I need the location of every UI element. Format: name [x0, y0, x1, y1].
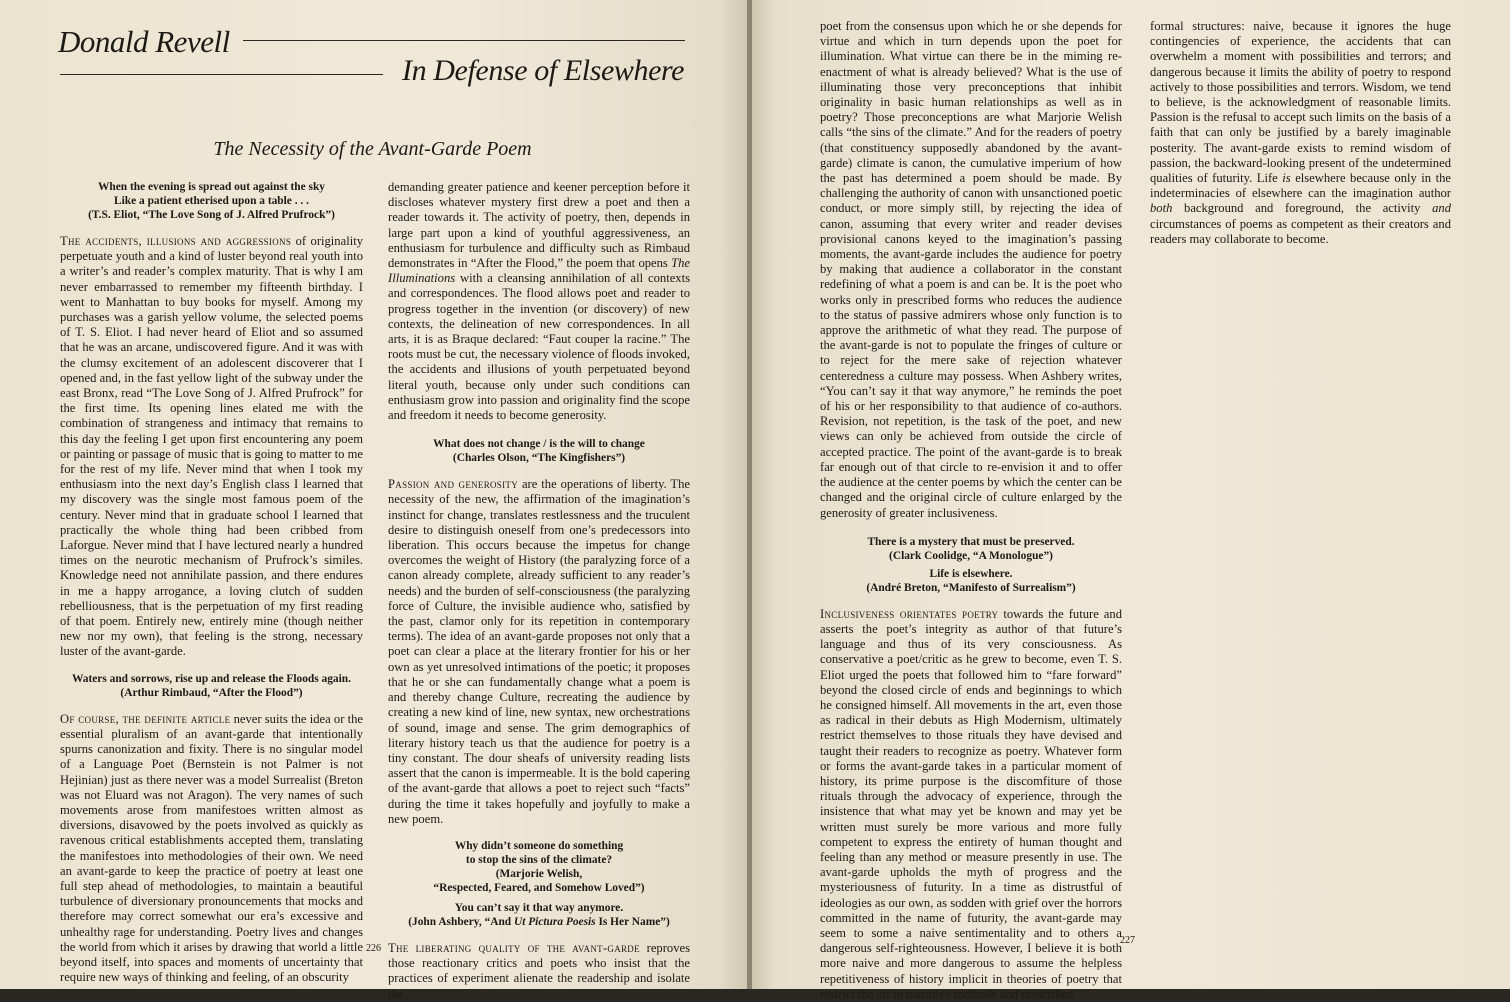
- epigraph-source-italic: Ut Pictura Poesis: [513, 915, 596, 928]
- left-column-1: [60, 180, 363, 985]
- paragraph-text: formal structures: naive, because it ignores the huge contingencies of experience, the accidents that can overwhelm a moment with possibilities and terrors; and dangerous because it limits the ability of poetry to respond actively to those possibilities and terrors. Wisdom, we tend to believe, is the acknowledgment of reasonable limits. Passion is the refusal to accept such limits on the basis of a faith that can only be justified by a barely imaginable posterity. The avant-garde exists to remind wisdom of passion, the backward-looking present of the undetermined qualities of futurity. Life: [1150, 19, 1451, 186]
- epigraph-eliot: [60, 180, 363, 222]
- epigraph-line: to stop the sins of the climate?: [465, 853, 613, 866]
- paragraph-text: with a cleansing annihilation of all contexts and correspondences. The flood allows poet and reader to progress together in the invention (or discovery) of new contexts, the delineation of new correspondences. In all arts, it is as Braque declared: “Faut couper la racine.” The roots must be cut, the necessary violence of floods invoked, the accidents and illusions of youth perpetuated beyond literal youth, because only under such conditions can enthusiasm grow into passion and originality find the scope and freedom it needs to become generosity.: [388, 271, 690, 423]
- epigraph-line: Life is elsewhere.: [929, 567, 1013, 580]
- left-page: [0, 0, 749, 1001]
- epigraph-coolidge: [820, 535, 1122, 563]
- article-title: In Defense of Elsewhere: [402, 54, 685, 87]
- epigraph-line: You can’t say it that way anymore.: [454, 901, 624, 914]
- page-number: 227: [1120, 935, 1135, 946]
- paragraph-lead: Passion and generosity: [388, 477, 519, 492]
- paragraph-text: demanding greater patience and keener perception before it discloses whatever mystery first drew a poet and then a reader towards it. The activity of poetry, then, depends in large part upon a kind of youthful aggressiveness, an enthusiasm for turbulence and difficulty such as Rimbaud demonstrates in “After the Flood,” the poem that opens: [388, 180, 690, 271]
- epigraph-source: “Respected, Feared, and Somehow Loved”): [433, 881, 645, 894]
- right-column-2: [1150, 19, 1451, 247]
- epigraph-line: What does not change / is the will to change: [433, 438, 645, 451]
- section-heading: The Necessity of the Avant-Garde Poem: [213, 138, 532, 160]
- italic-word: both: [1150, 201, 1173, 216]
- paragraph-text: poet from the consensus upon which he or she depends for virtue and which in turn depends upon the poet for illumination. What virtue can there be in the miming re-enactment of what is already believed? What is the use of illuminating those very preconceptions that inhibit originality in basic human relationships as well as in poetry? Those preconceptions are what Marjorie Welish calls “the sins of the climate.” And for the readers of poetry (that constituency supposedly abandoned by the avant-garde) climate is canon, the cumulative imperium of how the past has determined a poem should be made. By challenging the authority of canon with unsanctioned poetic conduct, or more simply still, by rejecting the idea of canon, assuming that every writer and reader devises provisional canons keyed to the imagination’s passing moments, the avant-garde includes the audience for poetry by making that audience a collaborator in the constant redefining of what a poem is and can be. It is the poet who works only in prescribed forms who reduces the audience to the status of passive admirers whose only function is to approve the arithmetic of what they read. The purpose of the avant-garde is not to populate the fringes of culture or to reject for the mere sake of rejection whatever centeredness a culture may possess. When Ashbery writes, “You can’t say it that way anymore,” he reminds the poet of his or her responsibility to that audience of co-authors. Revision, not repetition, is the task of the poet, and new views can only be achieved from outside the circle of accepted practice. The point of the avant-garde is to break far enough out of that circle to re-envision it and to offer the audience at the center poems by which the center can be changed and the original circle of culture enlarged by the generosity of greater inclusiveness.: [820, 19, 1122, 520]
- body-paragraph: [60, 712, 363, 986]
- title-rule-top: [243, 40, 685, 41]
- epigraph-line: Why didn’t someone do something: [454, 839, 624, 852]
- body-paragraph: [388, 477, 690, 827]
- epigraph-source: (Arthur Rimbaud, “After the Flood”): [120, 686, 303, 699]
- body-paragraph: [388, 180, 690, 423]
- epigraph-rimbaud: [60, 672, 363, 700]
- paragraph-text: towards the future and asserts the poet’s integrity as author of that future’s language and thus of its very consciousness. As conservative a poet/critic as he grew to become, even T. S. Eliot urged the poets that followed him to “fare forward” beyond the closed circle of ends and beginnings to which he consigned himself. All movements in the art, even those as radical in their debuts as High Modernism, ultimately restrict themselves to those rituals they have devised and taught their readers to recognize as poetry. Whatever form or forms the avant-garde takes in a particular moment of history, its prime purpose is the discomfiture of those rituals through the advocacy of experience, through the insistence that what may yet be known and may yet be written must surely be more various and more fully competent to express the entirety of human thought and feeling than any method or measure presently in use. The avant-garde upholds the myth of progress and the mysteriousness of futurity. In a time as distrustful of ideologies as our own, as sodden with grief over the horrors committed in the name of futurity, the avant-garde may seem to some a naive sentimentality and to others a dangerous self-righteousness. However, I believe it is both more naive and more dangerous to assume the helpless repetitiveness of history implicit in theories of poetry that restrict the art to narrative methods and prescribed: [820, 606, 1122, 1001]
- body-paragraph: [820, 19, 1122, 521]
- italic-title: The Illuminations: [388, 256, 690, 286]
- body-paragraph: [388, 941, 690, 1002]
- epigraph-welish: [388, 839, 690, 895]
- paragraph-lead: Inclusiveness orientates poetry: [820, 606, 999, 621]
- paragraph-text: of originality perpetuate youth and a kind of luster beyond real youth into a writer’s and reader’s complex maturity. That is why I am never embarrassed to remember my fifteenth birthday. I went to Manhattan to buy books for myself. Among my purchases was a garish yellow volume, the selected poems of T. S. Eliot. I had never heard of Eliot and so assumed that he was an arcane, undiscovered figure. And it was with the clumsy excitement of an adolescent discoverer that I opened and, in the fast yellow light of the subway under the east Bronx, read “The Love Song of J. Alfred Prufrock” for the first time. Its opening lines elated me with the combination of strangeness and intimacy that remains to this day the feeling I get upon first encountering any poem or painting or passage of music that is going to matter to me for the rest of my life. Never mind that when I took my enthusiasm into the next day’s English class I learned that my discovery was the single most famous poem of the century. Never mind that in graduate school I learned that practically the whole thing had been cribbed from Laforgue. Never mind that I have lectured nearly a hundred times on the neurotic mechanism of Prufrock’s similes. Knowledge need not annihilate passion, and there endures in me a happy arrogance, a loving clutch of sudden rebelliousness, that is the perpetuation of my first reading of that poem. Entirely new, entirely mine (though neither new nor my own), that feeling is the strong, necessary luster of the avant-garde.: [60, 234, 363, 659]
- paragraph-lead: Of course, the definite article: [60, 711, 231, 726]
- epigraph-source: (André Breton, “Manifesto of Surrealism”): [866, 581, 1076, 594]
- body-paragraph: [60, 234, 363, 660]
- epigraph-source-part: (John Ashbery, “And: [408, 915, 514, 928]
- paragraph-text: reproves those reactionary critics and poets who insist that the practices of experiment alienate the readership and isolate the: [388, 940, 690, 1001]
- epigraph-source: (Clark Coolidge, “A Monologue”): [889, 549, 1053, 562]
- paragraph-text: are the operations of liberty. The necessity of the new, the affirmation of the imagination’s instinct for change, translates restlessness and the truculent desire to distinguish oneself from one’s predecessors into liberation. This occurs because the impetus for change overcomes the weight of History (the paralyzing force of a canon already complete, already sufficient to any reader’s needs) and the burden of self-consciousness (the paralyzing force of Culture, the invisible audience who, satisfied by the past, clamor only for its repetition in contemporary terms). The idea of an avant-garde proposes not only that a poet can clear a place at the literary frontier for his or her own as yet unresolved intimations of the poetic; it proposes that he or she can fundamentally change what a poem is and thereby change Culture, recreating the audience by creating a new kind of line, new syntax, new orchestrations of sound, image and sense. The grim demographics of literary history teach us that the audience for poetry is a tiny constant. The dour sheafs of university reading lists assert that the canon is impermeable. It is the bold capering of the avant-garde that allows a poet to reject such “facts” during the time it takes hopefully and joyfully to make a new poem.: [388, 477, 690, 826]
- epigraph-breton: [820, 567, 1122, 595]
- right-page: [752, 0, 1510, 1001]
- paragraph-text: background and foreground, the activity: [1172, 201, 1433, 216]
- paragraph-text: elsewhere because only in the indeterminacies of elsewhere can the imagination author: [1150, 171, 1451, 201]
- epigraph-line: When the evening is spread out against the sky: [97, 181, 325, 193]
- epigraph-olson: [388, 437, 690, 465]
- epigraph-line: Waters and sorrows, rise up and release the Floods again.: [72, 672, 351, 685]
- epigraph-line: There is a mystery that must be preserved.: [867, 535, 1075, 548]
- body-paragraph: [1150, 19, 1451, 247]
- epigraph-line: (Marjorie Welish,: [495, 867, 583, 880]
- epigraph-source: (T.S. Eliot, “The Love Song of J. Alfred Prufrock”): [88, 209, 335, 221]
- page-number: 226: [366, 943, 381, 954]
- author-name: Donald Revell: [58, 24, 230, 59]
- paragraph-text: never suits the idea or the essential pluralism of an avant-garde that intentionally spurns canonization and fixity. There is no singular model of a Language Poet (Bernstein is not Palmer is not Hejinian) just as there never was a model Surrealist (Breton was not Eluard was not Aragon). The very names of such movements arose from manifestoes written almost as diversions, disavowed by the poets involved as quickly as ravenous critical establishments accepted them, translating the manifestoes into methodologies of their own. We need an avant-garde to keep the practice of poetry at least one full step ahead of methodologies, to maintain a beautiful turbulence of diversionary pronouncements that mocks and therefore may correct somewhat our era’s excessive and unhealthy rage for understanding. Poetry lives and changes the world from which it arises by drawing that world a little beyond itself, into spaces and moments of uncertainty that require new ways of thinking and feeling, of an obscurity: [60, 711, 363, 985]
- paragraph-lead: The accidents, illusions and aggressions: [60, 234, 292, 248]
- title-rule-bottom: [60, 74, 383, 75]
- epigraph-source: [388, 915, 690, 929]
- italic-word: and: [1432, 201, 1451, 216]
- italic-word: is: [1282, 171, 1291, 186]
- body-paragraph: [820, 607, 1122, 1002]
- left-column-2: [388, 180, 690, 1002]
- paragraph-lead: The liberating quality of the avant-garde: [388, 940, 640, 955]
- epigraph-line: Like a patient etherised upon a table . . .: [114, 195, 309, 207]
- epigraph-source-part: Is Her Name”): [595, 915, 670, 928]
- paragraph-text: circumstances of poems as competent as their creators and readers may collaborate to become.: [1150, 216, 1451, 246]
- epigraph-ashbery: [388, 901, 690, 929]
- epigraph-source: (Charles Olson, “The Kingfishers”): [452, 452, 626, 465]
- right-column-1: [820, 19, 1122, 1002]
